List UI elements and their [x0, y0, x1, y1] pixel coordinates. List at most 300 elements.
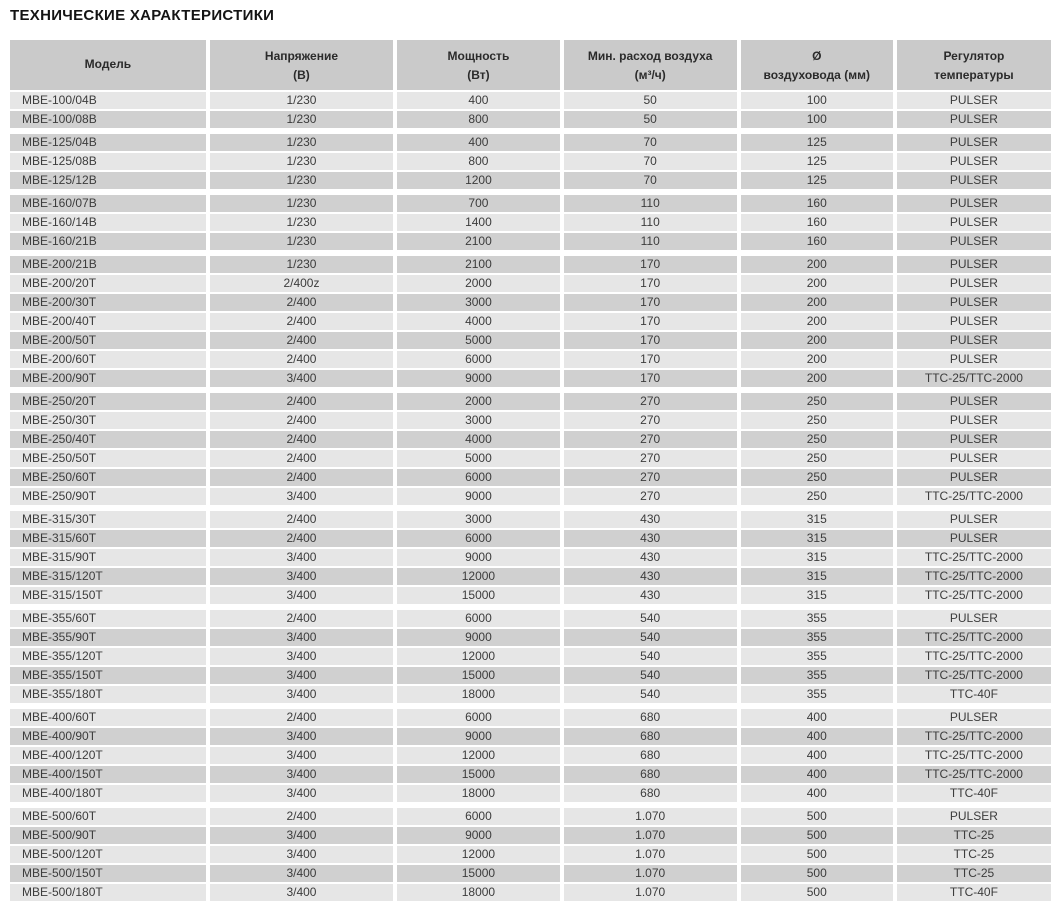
cell-voltage: 3/400 [208, 784, 395, 803]
cell-model: MBE-100/04B [10, 91, 208, 110]
cell-power: 6000 [395, 529, 562, 548]
cell-model: MBE-315/90T [10, 548, 208, 567]
column-header-airflow-line2: (м³/ч) [634, 67, 666, 82]
cell-model: MBE-200/30T [10, 293, 208, 312]
cell-voltage: 2/400 [208, 449, 395, 468]
cell-voltage: 1/230 [208, 195, 395, 213]
cell-model: MBE-500/150T [10, 864, 208, 883]
cell-power: 6000 [395, 610, 562, 628]
cell-voltage: 2/400 [208, 312, 395, 331]
cell-airflow: 270 [562, 468, 739, 487]
cell-model: MBE-355/60T [10, 610, 208, 628]
cell-diameter: 355 [739, 647, 895, 666]
table-row [10, 610, 1051, 628]
cell-model: MBE-355/120T [10, 647, 208, 666]
cell-airflow: 430 [562, 511, 739, 529]
cell-regulator: TTC-25/TTC-2000 [895, 586, 1051, 605]
cell-power: 2000 [395, 393, 562, 411]
cell-model: MBE-315/30T [10, 511, 208, 529]
cell-diameter: 355 [739, 628, 895, 647]
cell-power: 12000 [395, 647, 562, 666]
cell-power: 800 [395, 152, 562, 171]
cell-model: MBE-200/90T [10, 369, 208, 388]
cell-voltage: 3/400 [208, 845, 395, 864]
cell-power: 3000 [395, 293, 562, 312]
cell-airflow: 70 [562, 152, 739, 171]
cell-model: MBE-200/50T [10, 331, 208, 350]
cell-regulator: TTC-25/TTC-2000 [895, 727, 1051, 746]
cell-model: MBE-315/120T [10, 567, 208, 586]
cell-power: 12000 [395, 567, 562, 586]
cell-airflow: 170 [562, 293, 739, 312]
cell-model: MBE-160/14B [10, 213, 208, 232]
cell-regulator: TTC-25/TTC-2000 [895, 628, 1051, 647]
cell-regulator: PULSER [895, 610, 1051, 628]
cell-power: 9000 [395, 369, 562, 388]
table-body [10, 91, 1051, 902]
cell-model: MBE-125/08B [10, 152, 208, 171]
cell-power: 9000 [395, 487, 562, 506]
table-row [10, 685, 1051, 704]
cell-airflow: 110 [562, 195, 739, 213]
cell-voltage: 2/400 [208, 430, 395, 449]
cell-regulator: TTC-25 [895, 826, 1051, 845]
table-row [10, 213, 1051, 232]
column-header-voltage-line1: Напряжение [264, 48, 339, 63]
cell-regulator: PULSER [895, 350, 1051, 369]
cell-voltage: 1/230 [208, 232, 395, 251]
cell-diameter: 125 [739, 171, 895, 190]
cell-diameter: 100 [739, 110, 895, 129]
cell-regulator: TTC-25/TTC-2000 [895, 765, 1051, 784]
cell-power: 6000 [395, 709, 562, 727]
cell-voltage: 1/230 [208, 213, 395, 232]
cell-voltage: 1/230 [208, 171, 395, 190]
cell-voltage: 3/400 [208, 647, 395, 666]
cell-regulator: PULSER [895, 195, 1051, 213]
cell-airflow: 680 [562, 765, 739, 784]
table-row [10, 256, 1051, 274]
cell-voltage: 3/400 [208, 727, 395, 746]
cell-power: 700 [395, 195, 562, 213]
cell-model: MBE-125/12B [10, 171, 208, 190]
table-row [10, 826, 1051, 845]
cell-diameter: 500 [739, 845, 895, 864]
cell-power: 400 [395, 91, 562, 110]
cell-regulator: PULSER [895, 171, 1051, 190]
table-row [10, 808, 1051, 826]
cell-voltage: 1/230 [208, 256, 395, 274]
cell-model: MBE-355/90T [10, 628, 208, 647]
cell-airflow: 70 [562, 171, 739, 190]
cell-voltage: 2/400 [208, 511, 395, 529]
cell-airflow: 170 [562, 274, 739, 293]
table-row [10, 430, 1051, 449]
cell-regulator: PULSER [895, 256, 1051, 274]
cell-power: 9000 [395, 826, 562, 845]
column-header-airflow-line1: Мин. расход воздуха [587, 48, 713, 63]
cell-diameter: 200 [739, 331, 895, 350]
cell-model: MBE-355/180T [10, 685, 208, 704]
cell-voltage: 1/230 [208, 110, 395, 129]
cell-diameter: 400 [739, 765, 895, 784]
cell-airflow: 270 [562, 411, 739, 430]
cell-regulator: PULSER [895, 293, 1051, 312]
cell-power: 400 [395, 134, 562, 152]
cell-model: MBE-500/60T [10, 808, 208, 826]
cell-airflow: 270 [562, 449, 739, 468]
table-row [10, 487, 1051, 506]
cell-airflow: 540 [562, 647, 739, 666]
column-header-diameter-line2: воздуховода (мм) [763, 67, 870, 82]
column-header-power-line2: (Вт) [467, 67, 490, 82]
column-header-model [10, 40, 208, 91]
column-header-voltage-line2: (В) [293, 67, 310, 82]
table-row [10, 393, 1051, 411]
cell-voltage: 3/400 [208, 586, 395, 605]
table-row [10, 312, 1051, 331]
cell-model: MBE-400/60T [10, 709, 208, 727]
cell-power: 1200 [395, 171, 562, 190]
cell-model: MBE-400/90T [10, 727, 208, 746]
cell-voltage: 3/400 [208, 567, 395, 586]
table-row [10, 628, 1051, 647]
cell-airflow: 270 [562, 430, 739, 449]
cell-model: MBE-200/40T [10, 312, 208, 331]
cell-model: MBE-160/21B [10, 232, 208, 251]
cell-airflow: 430 [562, 567, 739, 586]
table-row [10, 727, 1051, 746]
cell-voltage: 1/230 [208, 152, 395, 171]
cell-voltage: 3/400 [208, 548, 395, 567]
cell-voltage: 3/400 [208, 685, 395, 704]
cell-diameter: 200 [739, 274, 895, 293]
cell-voltage: 2/400 [208, 709, 395, 727]
cell-diameter: 125 [739, 134, 895, 152]
cell-power: 1400 [395, 213, 562, 232]
cell-regulator: PULSER [895, 213, 1051, 232]
column-header-regulator [895, 40, 1051, 91]
table-row [10, 195, 1051, 213]
cell-regulator: TTC-25 [895, 864, 1051, 883]
cell-airflow: 540 [562, 685, 739, 704]
cell-model: MBE-100/08B [10, 110, 208, 129]
cell-regulator: PULSER [895, 430, 1051, 449]
cell-model: MBE-250/30T [10, 411, 208, 430]
cell-regulator: TTC-25/TTC-2000 [895, 567, 1051, 586]
cell-diameter: 315 [739, 548, 895, 567]
cell-voltage: 3/400 [208, 864, 395, 883]
cell-regulator: PULSER [895, 152, 1051, 171]
cell-diameter: 500 [739, 826, 895, 845]
cell-voltage: 3/400 [208, 746, 395, 765]
cell-diameter: 400 [739, 746, 895, 765]
cell-voltage: 3/400 [208, 628, 395, 647]
cell-diameter: 400 [739, 727, 895, 746]
cell-regulator: TTC-25/TTC-2000 [895, 487, 1051, 506]
cell-power: 5000 [395, 449, 562, 468]
cell-airflow: 170 [562, 369, 739, 388]
cell-diameter: 100 [739, 91, 895, 110]
cell-voltage: 2/400 [208, 293, 395, 312]
table-row [10, 91, 1051, 110]
cell-airflow: 50 [562, 110, 739, 129]
cell-power: 9000 [395, 548, 562, 567]
cell-regulator: TTC-40F [895, 883, 1051, 902]
cell-power: 18000 [395, 784, 562, 803]
cell-regulator: PULSER [895, 511, 1051, 529]
cell-model: MBE-200/60T [10, 350, 208, 369]
column-header-diameter-line1: Ø [812, 48, 822, 63]
table-row [10, 152, 1051, 171]
cell-model: MBE-200/20T [10, 274, 208, 293]
cell-regulator: TTC-25/TTC-2000 [895, 548, 1051, 567]
cell-airflow: 270 [562, 487, 739, 506]
cell-model: MBE-500/90T [10, 826, 208, 845]
cell-model: MBE-400/180T [10, 784, 208, 803]
cell-power: 15000 [395, 666, 562, 685]
table-row [10, 883, 1051, 902]
cell-airflow: 50 [562, 91, 739, 110]
cell-power: 15000 [395, 586, 562, 605]
cell-power: 9000 [395, 628, 562, 647]
cell-regulator: TTC-40F [895, 784, 1051, 803]
table-row [10, 548, 1051, 567]
cell-regulator: PULSER [895, 709, 1051, 727]
cell-airflow: 430 [562, 529, 739, 548]
cell-voltage: 3/400 [208, 826, 395, 845]
cell-diameter: 355 [739, 685, 895, 704]
cell-airflow: 540 [562, 610, 739, 628]
table-row [10, 468, 1051, 487]
cell-power: 12000 [395, 746, 562, 765]
cell-model: MBE-160/07B [10, 195, 208, 213]
cell-model: MBE-250/20T [10, 393, 208, 411]
cell-voltage: 2/400 [208, 350, 395, 369]
cell-power: 15000 [395, 765, 562, 784]
cell-power: 800 [395, 110, 562, 129]
column-header-model-line1: Модель [84, 56, 132, 71]
cell-voltage: 1/230 [208, 134, 395, 152]
table-row [10, 411, 1051, 430]
cell-airflow: 1.070 [562, 826, 739, 845]
cell-diameter: 315 [739, 567, 895, 586]
cell-power: 6000 [395, 808, 562, 826]
cell-model: MBE-315/150T [10, 586, 208, 605]
cell-power: 3000 [395, 411, 562, 430]
cell-power: 9000 [395, 727, 562, 746]
column-header-power-line1: Мощность [447, 48, 510, 63]
cell-airflow: 540 [562, 628, 739, 647]
cell-diameter: 200 [739, 293, 895, 312]
table-row [10, 171, 1051, 190]
column-header-voltage [208, 40, 395, 91]
cell-model: MBE-200/21B [10, 256, 208, 274]
cell-power: 4000 [395, 430, 562, 449]
header-row [10, 40, 1051, 91]
cell-airflow: 170 [562, 331, 739, 350]
cell-power: 2100 [395, 256, 562, 274]
cell-model: MBE-355/150T [10, 666, 208, 685]
cell-power: 12000 [395, 845, 562, 864]
cell-voltage: 2/400 [208, 529, 395, 548]
table-row [10, 765, 1051, 784]
cell-power: 5000 [395, 331, 562, 350]
cell-airflow: 1.070 [562, 864, 739, 883]
cell-airflow: 1.070 [562, 845, 739, 864]
cell-voltage: 3/400 [208, 666, 395, 685]
cell-diameter: 250 [739, 430, 895, 449]
cell-airflow: 430 [562, 586, 739, 605]
table-row [10, 784, 1051, 803]
column-header-regulator-line1: Регулятор [943, 48, 1005, 63]
cell-voltage: 2/400 [208, 393, 395, 411]
cell-regulator: PULSER [895, 331, 1051, 350]
cell-diameter: 200 [739, 256, 895, 274]
cell-regulator: PULSER [895, 468, 1051, 487]
table-row [10, 864, 1051, 883]
cell-diameter: 315 [739, 511, 895, 529]
column-header-regulator-line2: температуры [934, 67, 1014, 82]
cell-regulator: TTC-25/TTC-2000 [895, 666, 1051, 685]
specs-table [10, 40, 1051, 903]
page-title: ТЕХНИЧЕСКИЕ ХАРАКТЕРИСТИКИ [10, 7, 275, 24]
cell-voltage: 3/400 [208, 883, 395, 902]
cell-diameter: 355 [739, 666, 895, 685]
cell-regulator: PULSER [895, 134, 1051, 152]
cell-voltage: 2/400 [208, 411, 395, 430]
table-row [10, 586, 1051, 605]
cell-voltage: 2/400 [208, 331, 395, 350]
cell-diameter: 125 [739, 152, 895, 171]
cell-power: 4000 [395, 312, 562, 331]
cell-airflow: 430 [562, 548, 739, 567]
cell-model: MBE-400/120T [10, 746, 208, 765]
cell-diameter: 500 [739, 808, 895, 826]
cell-airflow: 540 [562, 666, 739, 685]
cell-regulator: PULSER [895, 411, 1051, 430]
cell-diameter: 160 [739, 213, 895, 232]
cell-voltage: 3/400 [208, 487, 395, 506]
cell-regulator: PULSER [895, 91, 1051, 110]
cell-diameter: 250 [739, 468, 895, 487]
cell-model: MBE-500/120T [10, 845, 208, 864]
table-row [10, 274, 1051, 293]
cell-regulator: TTC-25 [895, 845, 1051, 864]
cell-regulator: TTC-25/TTC-2000 [895, 746, 1051, 765]
cell-diameter: 250 [739, 449, 895, 468]
cell-power: 15000 [395, 864, 562, 883]
cell-diameter: 315 [739, 586, 895, 605]
cell-power: 6000 [395, 350, 562, 369]
cell-regulator: PULSER [895, 110, 1051, 129]
cell-airflow: 680 [562, 727, 739, 746]
cell-voltage: 2/400 [208, 468, 395, 487]
cell-airflow: 170 [562, 350, 739, 369]
cell-diameter: 400 [739, 709, 895, 727]
cell-diameter: 500 [739, 883, 895, 902]
table-row [10, 529, 1051, 548]
cell-airflow: 110 [562, 232, 739, 251]
table-row [10, 511, 1051, 529]
cell-airflow: 680 [562, 746, 739, 765]
table-row [10, 709, 1051, 727]
cell-model: MBE-315/60T [10, 529, 208, 548]
table-row [10, 350, 1051, 369]
table-row [10, 331, 1051, 350]
cell-airflow: 1.070 [562, 883, 739, 902]
table-header [10, 40, 1051, 91]
cell-model: MBE-250/50T [10, 449, 208, 468]
column-header-diameter [739, 40, 895, 91]
cell-model: MBE-125/04B [10, 134, 208, 152]
cell-model: MBE-500/180T [10, 883, 208, 902]
table-row [10, 746, 1051, 765]
cell-diameter: 200 [739, 312, 895, 331]
cell-power: 3000 [395, 511, 562, 529]
cell-regulator: PULSER [895, 808, 1051, 826]
cell-regulator: PULSER [895, 393, 1051, 411]
cell-diameter: 160 [739, 232, 895, 251]
cell-regulator: PULSER [895, 529, 1051, 548]
cell-diameter: 250 [739, 411, 895, 430]
cell-regulator: PULSER [895, 232, 1051, 251]
cell-regulator: TTC-40F [895, 685, 1051, 704]
table-row [10, 110, 1051, 129]
cell-voltage: 2/400 [208, 610, 395, 628]
cell-voltage: 3/400 [208, 765, 395, 784]
cell-model: MBE-250/40T [10, 430, 208, 449]
cell-airflow: 270 [562, 393, 739, 411]
cell-model: MBE-250/90T [10, 487, 208, 506]
cell-diameter: 500 [739, 864, 895, 883]
cell-diameter: 200 [739, 350, 895, 369]
cell-voltage: 2/400z [208, 274, 395, 293]
table-row [10, 134, 1051, 152]
cell-diameter: 200 [739, 369, 895, 388]
column-header-power [395, 40, 562, 91]
cell-diameter: 400 [739, 784, 895, 803]
table-row [10, 293, 1051, 312]
cell-voltage: 3/400 [208, 369, 395, 388]
cell-power: 6000 [395, 468, 562, 487]
cell-airflow: 680 [562, 709, 739, 727]
cell-airflow: 170 [562, 312, 739, 331]
cell-model: MBE-400/150T [10, 765, 208, 784]
table-row [10, 567, 1051, 586]
cell-regulator: TTC-25/TTC-2000 [895, 647, 1051, 666]
cell-voltage: 2/400 [208, 808, 395, 826]
cell-airflow: 1.070 [562, 808, 739, 826]
cell-diameter: 355 [739, 610, 895, 628]
cell-regulator: PULSER [895, 449, 1051, 468]
cell-diameter: 315 [739, 529, 895, 548]
cell-regulator: PULSER [895, 312, 1051, 331]
cell-power: 18000 [395, 685, 562, 704]
cell-model: MBE-250/60T [10, 468, 208, 487]
table-row [10, 232, 1051, 251]
table-row [10, 369, 1051, 388]
cell-power: 2100 [395, 232, 562, 251]
table-row [10, 449, 1051, 468]
cell-regulator: TTC-25/TTC-2000 [895, 369, 1051, 388]
cell-airflow: 110 [562, 213, 739, 232]
cell-voltage: 1/230 [208, 91, 395, 110]
cell-regulator: PULSER [895, 274, 1051, 293]
cell-airflow: 680 [562, 784, 739, 803]
column-header-airflow [562, 40, 739, 91]
cell-power: 18000 [395, 883, 562, 902]
